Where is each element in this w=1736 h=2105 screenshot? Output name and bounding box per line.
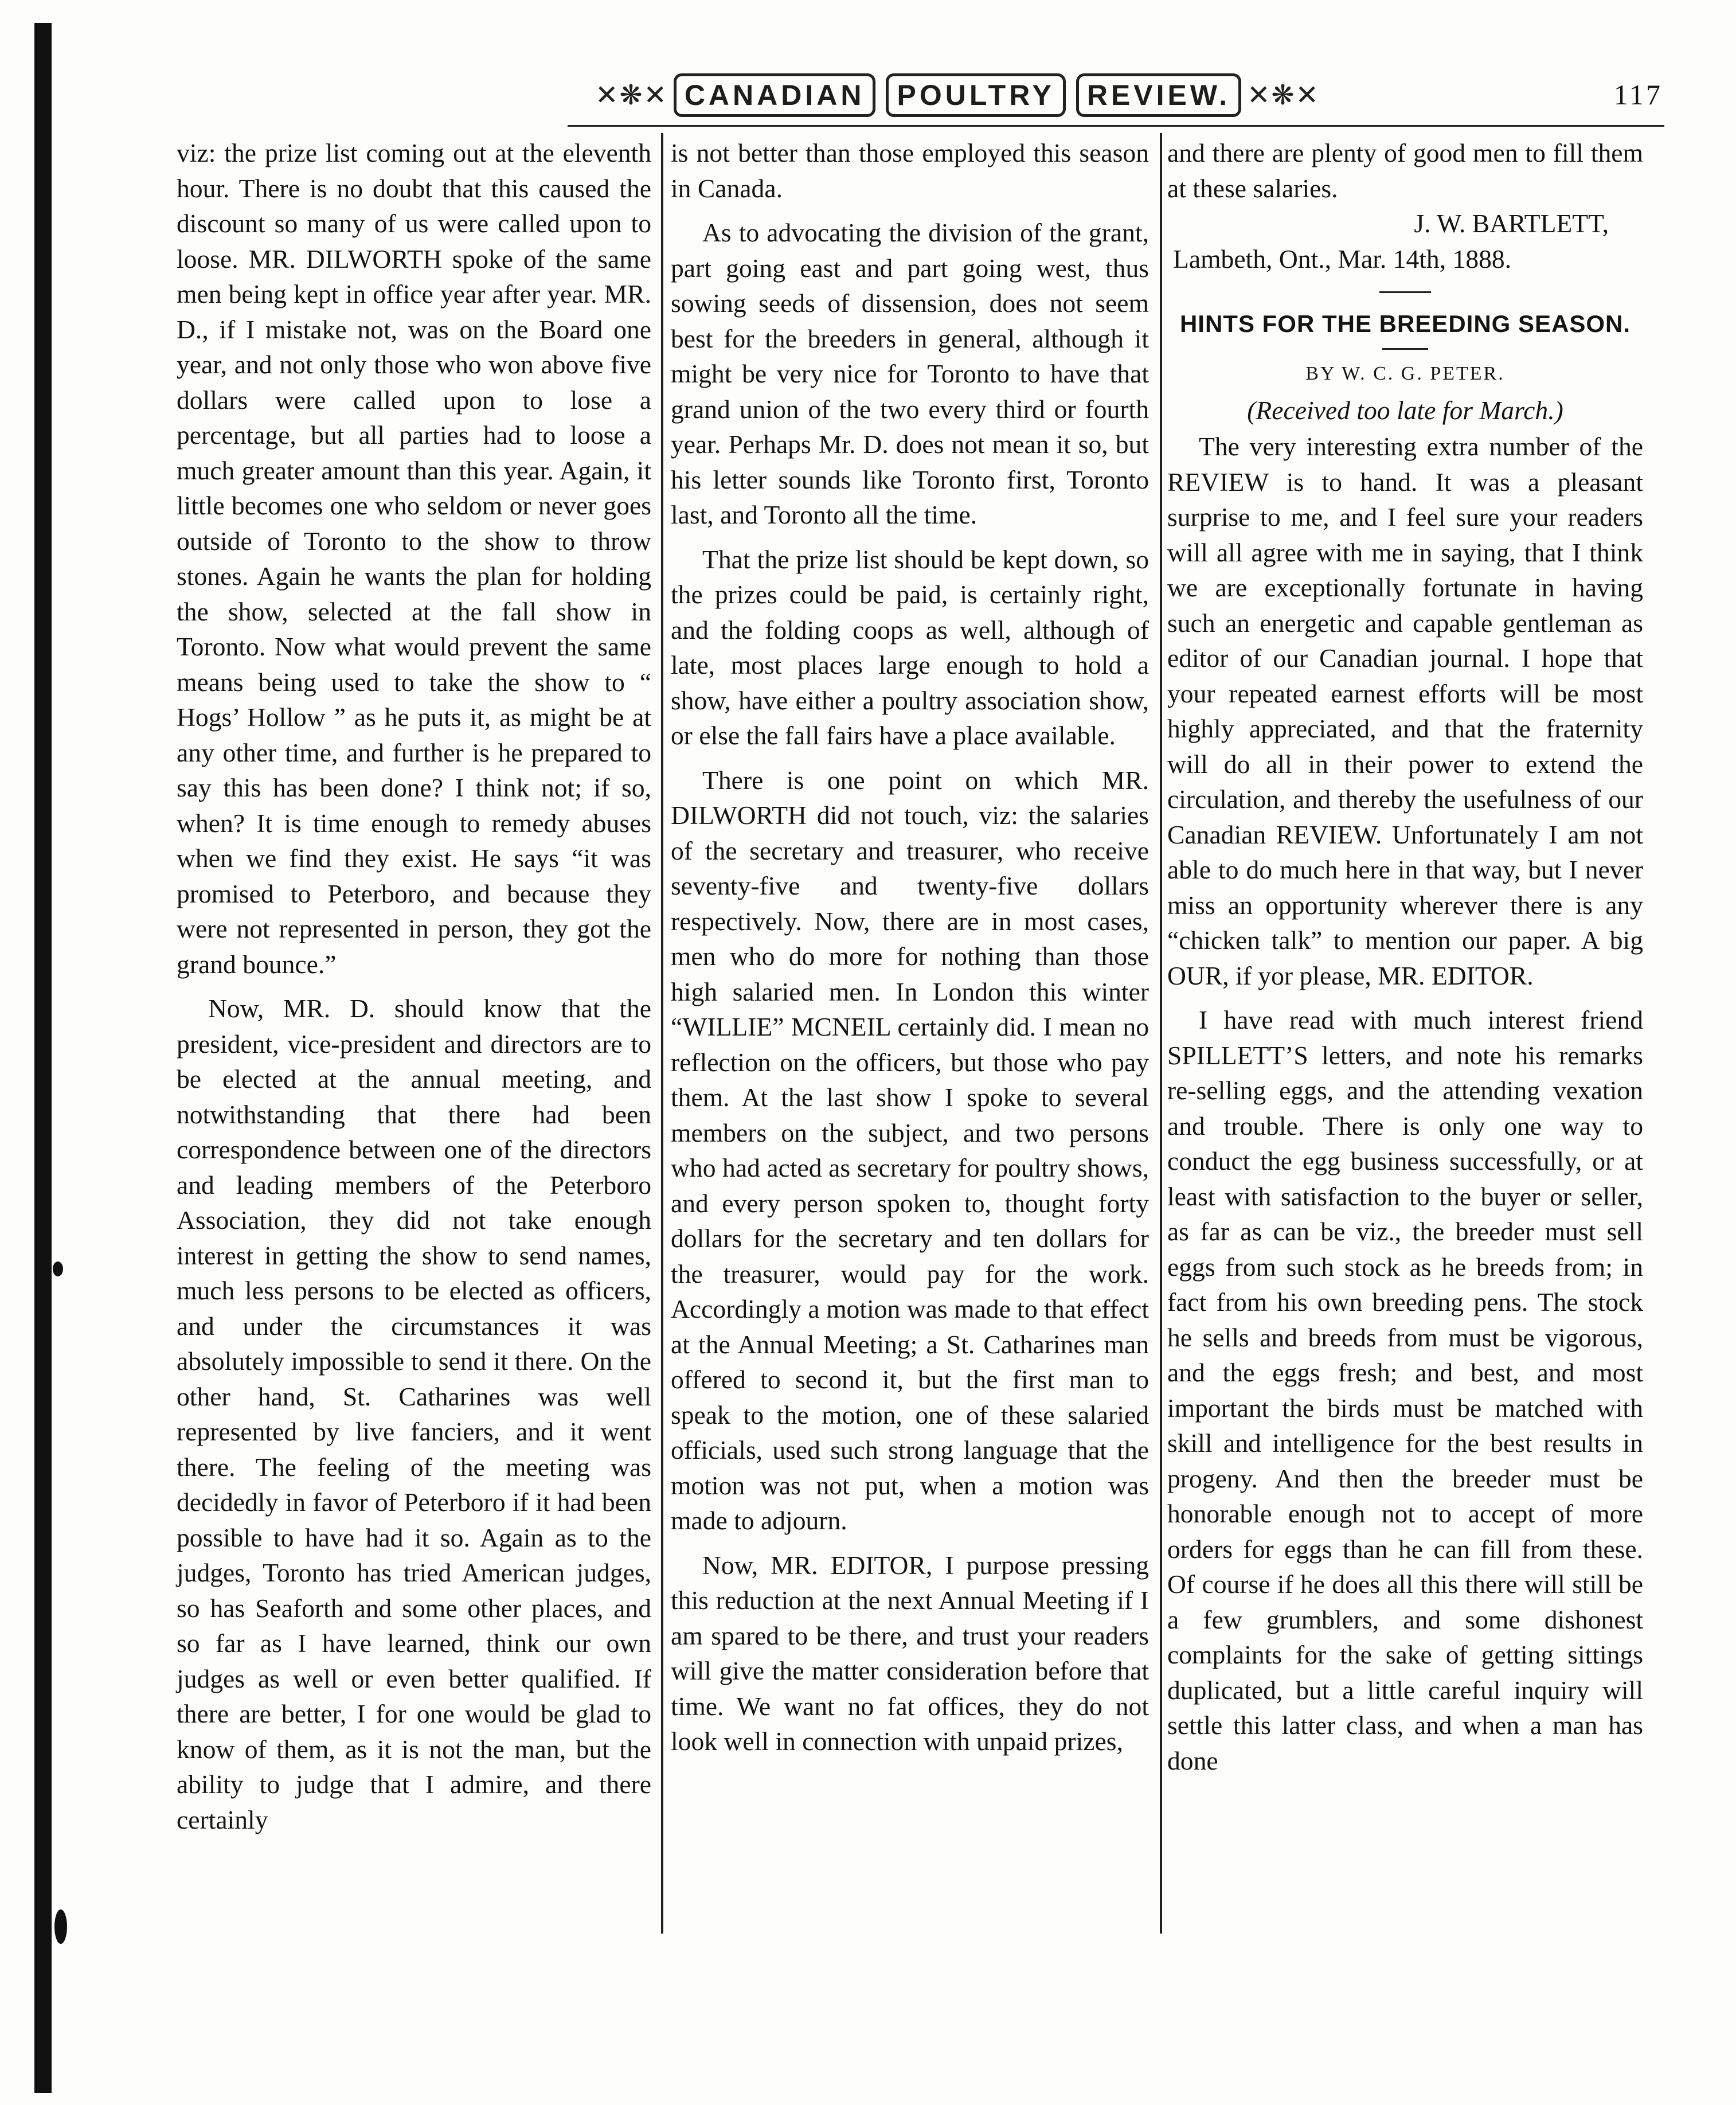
ink-smudge <box>54 1909 67 1944</box>
paragraph: Now, MR. D. should know that the president, vice-president and directors are to be elected at the annual meeting, and notwithstanding that there had been correspondence between one of the directors and leading members of the Peterboro Association, they did not take enough interest in getting the show to send names, much less persons to be elected as officers, and under the circumstances it was absolutely impossible to send it there. On the other hand, St. Catharines was well represented by live fanciers, and it went there. The feeling of the meeting was decidedly in favor of Peterboro if it had been possible to have had it so. Again as to the judges, Toronto has tried American judges, so has Seaforth and some other places, and so far as I have learned, think our own judges as well or even better qualified. If there are better, I for one would be glad to know of them, as it is not the man, but the ability to judge that I admire, and there certainly <box>177 994 651 1834</box>
column-divider <box>661 133 663 1934</box>
ornament-left: ✕❋✕ <box>595 80 668 111</box>
ornament-right: ✕❋✕ <box>1247 80 1320 111</box>
paragraph: I have read with much interest friend SPILLETT’S letters, and note his remarks re-selling eggs, and the attending vexation and trouble. There is only one way to conduct the egg business successfully, or at least with satisfaction to the buyer or seller, as far as can be viz., the breeder must sell eggs from such stock as he breeds from; in fact from his own breeding pens. The stock he sells and breeds from must be vigorous, and the eggs fresh; and best, and most important the birds must be matched with skill and intelligence for the best results in progeny. And then the breeder must be honorable enough not to accept of more orders for eggs than he can fill from these. Of course if he does all this there will still be a few grumblers, and some dishonest complaints for the sake of getting sittings duplicated, but a little careful inquiry will settle this latter class, and when a man has done <box>1167 1005 1643 1775</box>
paragraph: and there are plenty of good men to fill them at these salaries. <box>1167 138 1643 203</box>
paragraph: There is one point on which MR. DILWORTH did not touch, viz: the salaries of the secretary and treasurer, who receive seventy-five and twenty-five dollars respectively. Now, there are in most cases, men who do more for nothing than those high salaried men. In London this winter “WILLIE” MCNEIL certainly did. I mean no reflection on the officers, but those who pay them. At the last show I spoke to several members on the subject, and two persons who had acted as secretary for poultry shows, and every person spoken to, thought forty dollars for the secretary and ten dollars for the treasurer, would pay for the work. Accordingly a motion was made to that effect at the Annual Meeting; a St. Catharines man offered to second it, but the first man to speak to the motion, one of these salaried officials, used such strong language that the motion was not put, when a motion was made to adjourn. <box>671 765 1149 1535</box>
page-header <box>0 0 1736 132</box>
masthead-word: CANADIAN <box>674 73 876 117</box>
masthead-word: REVIEW. <box>1076 73 1241 117</box>
masthead <box>595 68 1320 123</box>
column-divider <box>1160 133 1162 1934</box>
article-heading: HINTS FOR THE BREEDING SEASON. <box>1179 310 1631 337</box>
paragraph: The very interesting extra number of the REVIEW is to hand. It was a pleasant surprise to me, and I feel sure your readers will all agree with me in saying, that I think we are exceptionally fortunate in having such an energetic and capable gentleman as editor of our Canadian journal. I hope that your repeated earnest efforts will be most highly appreciated, and that the fraternity will do all in their power to extend the circulation, and thereby the usefulness of our Canadian REVIEW. Unfortunately I am not able to do much here in that way, but I never miss an opportunity wherever there is any “chicken talk” to mention our paper. A big OUR, if yor please, MR. EDITOR. <box>1167 432 1643 990</box>
editorial-note: (Received too late for March.) <box>1247 396 1563 425</box>
paragraph: As to advocating the division of the grant, part going east and part going west, thus sowing seeds of dissension, does not seem best for the breeders in general, although it might be very nice for Toronto to have that grand union of the two every third or fourth year. Perhaps Mr. D. does not mean it so, but his letter sounds like Toronto first, Toronto last, and Toronto all the time. <box>671 218 1149 529</box>
paragraph: viz: the prize list coming out at the eleventh hour. There is no doubt that this caused the discount so many of us were called upon to loose. MR. DILWORTH spoke of the same men being kept in office year after year. MR. D., if I mistake not, was on the Board one year, and not only those who won above five dollars were called upon to lose a percentage, but all parties had to loose a much greater amount than this year. Again, it little becomes one who seldom or never goes outside of Toronto to the show to throw stones. Again he wants the plan for holding the show, selected at the fall show in Toronto. Now what would prevent the same means being used to take the show to “ Hogs’ Hollow ” as he puts it, as might be at any other time, and further is he prepared to say this has been done? I think not; if so, when? It is time enough to remedy abuses when we find they exist. He says “it was promised to Peterboro, and because they were not represented in person, they got the grand bounce.” <box>177 138 651 979</box>
masthead-title <box>674 73 1241 117</box>
paragraph: That the prize list should be kept down, so the prizes could be paid, is certainly right, and the folding coops as well, although of late, most places large enough to hold a show, have either a poultry association show, or else the fall fairs have a place available. <box>671 544 1149 750</box>
paragraph: is not better than those employed this season in Canada. <box>671 138 1149 203</box>
page-number: 117 <box>1613 79 1663 111</box>
column-1 <box>177 135 651 1837</box>
section-rule <box>1379 291 1431 293</box>
header-rule <box>568 125 1664 127</box>
dateline: Lambeth, Ont., Mar. 14th, 1888. <box>1173 244 1512 274</box>
ink-smudge <box>53 1262 63 1276</box>
byline: BY W. C. G. PETER. <box>1305 363 1505 384</box>
paragraph: Now, MR. EDITOR, I purpose pressing this reduction at the next Annual Meeting if I am spared to be there, and trust your readers will give the matter consideration before that time. We want no fat offices, they do not look well in connection with unpaid prizes, <box>671 1550 1149 1756</box>
signature: J. W. BARTLETT, <box>1414 209 1609 238</box>
heading-rule <box>1382 348 1428 350</box>
column-3 <box>1167 135 1643 1778</box>
page-binding-edge <box>34 23 52 2093</box>
masthead-word: POULTRY <box>886 73 1065 117</box>
column-2 <box>671 135 1149 1759</box>
